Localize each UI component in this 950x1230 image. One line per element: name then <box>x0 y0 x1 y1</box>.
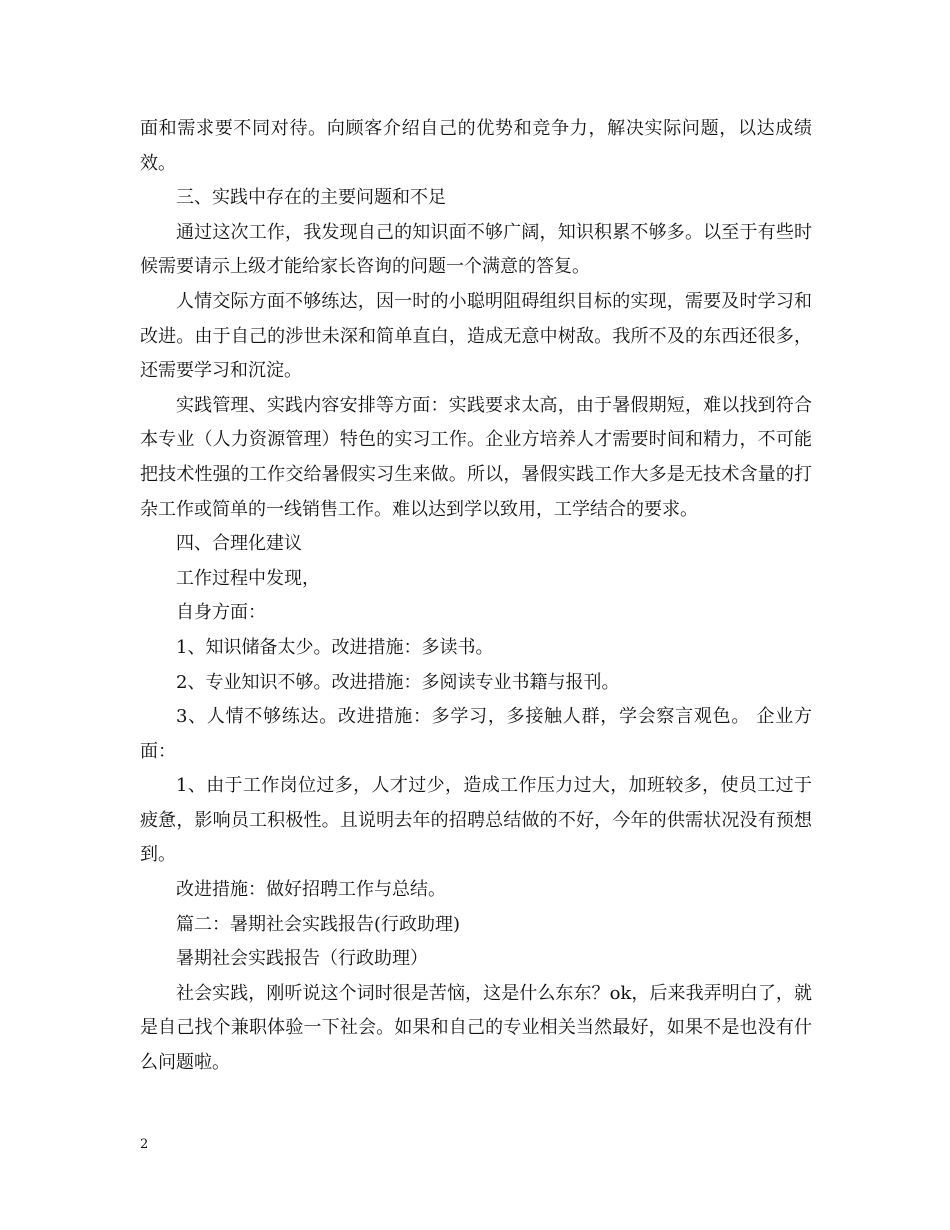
section-heading-suggestions: 四、合理化建议 <box>176 533 302 555</box>
list-item-company-1: 1、由于工作岗位过多，人才过少，造成工作压力过大，加班较多，使员工过于疲惫，影响员工积极性。且说明去年的招聘总结做的不好，今年的供需状况没有预想到。 <box>140 775 812 866</box>
list-item-self-2: 2、专业知识不够。改进措施：多阅读专业书籍与报刊。 <box>176 671 620 693</box>
section-heading-problems: 三、实践中存在的主要问题和不足 <box>176 187 446 209</box>
document-body <box>140 112 812 1081</box>
subheading-self: 自身方面： <box>176 602 266 624</box>
paragraph-interpersonal: 人情交际方面不够练达，因一时的小聪明阻碍组织目标的实现，需要及时学习和改进。由于自己的涉世未深和简单直白，造成无意中树敌。我所不及的东西还很多，还需要学习和沉淀。 <box>140 290 812 382</box>
paragraph-knowledge: 通过这次工作，我发现自己的知识面不够广阔，知识积累不够多。以至于有些时候需要请示上级才能给家长咨询的问题一个满意的答复。 <box>140 221 812 278</box>
section-heading-part-two: 篇二：暑期社会实践报告(行政助理) <box>176 913 461 935</box>
page-number: 2 <box>140 1137 149 1152</box>
paragraph-practice-management: 实践管理、实践内容安排等方面：实践要求太高，由于暑假期短，难以找到符合本专业（人力资源管理）特色的实习工作。企业方培养人才需要时间和精力，不可能把技术性强的工作交给暑假实习生来做。所以，暑假实践工作大多是无技术含量的打杂工作或简单的一线销售工作。难以达到学以致用，工学结合的要求。 <box>140 394 812 520</box>
paragraph-found-during-work: 工作过程中发现， <box>176 567 320 589</box>
list-item-self-1: 1、知识储备太少。改进措施：多读书。 <box>176 636 494 658</box>
paragraph-continued: 面和需求要不同对待。向顾客介绍自己的优势和竞争力，解决实际问题，以达成绩效。 <box>140 118 812 174</box>
paragraph-improvement-measure: 改进措施：做好招聘工作与总结。 <box>176 879 446 901</box>
paragraph-social-practice: 社会实践，刚听说这个词时很是苦恼，这是什么东东？ok，后来我弄明白了，就是自己找个兼职体验一下社会。如果和自己的专业相关当然最好，如果不是也没有什么问题啦。 <box>140 982 812 1074</box>
list-item-self-3: 3、人情不够练达。改进措施：多学习，多接触人群，学会察言观色。 企业方面： <box>140 706 812 762</box>
report-title: 暑期社会实践报告（行政助理） <box>176 948 428 970</box>
